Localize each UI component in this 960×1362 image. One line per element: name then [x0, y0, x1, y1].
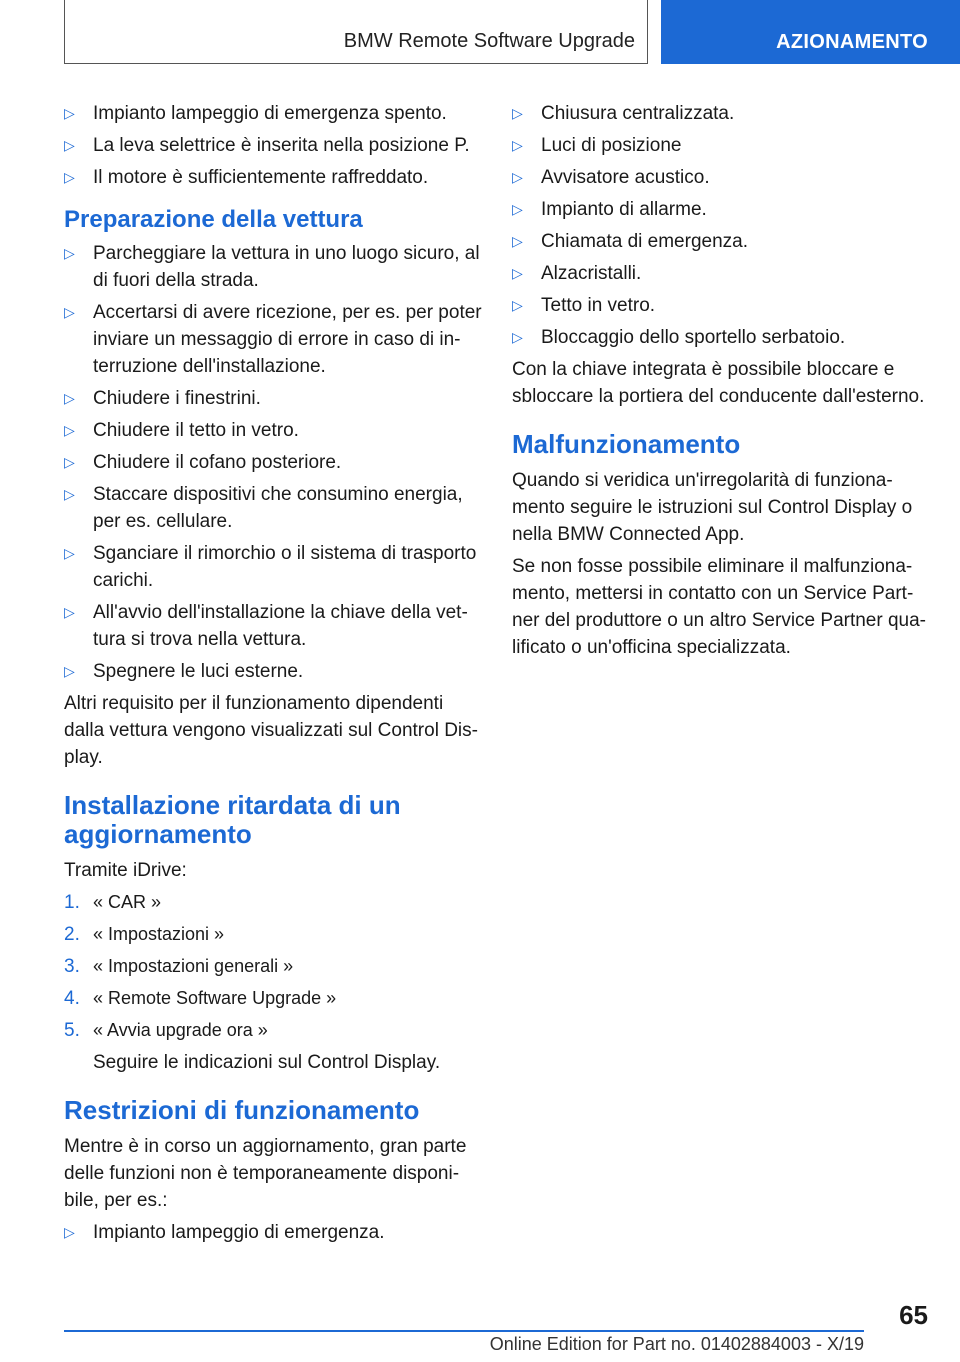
page-number: 65 — [899, 1300, 928, 1330]
list-item: 4. « Remote Software Upgrade » — [64, 985, 482, 1012]
triangle-bullet-icon: ▷ — [64, 422, 75, 438]
restrictions-list — [64, 1219, 482, 1246]
list-item: 5. « Avvia upgrade ora » — [64, 1017, 482, 1044]
triangle-bullet-icon: ▷ — [64, 245, 75, 261]
left-column — [64, 100, 482, 1251]
restrictions-intro: Mentre è in corso un aggiornamento, gran parte delle funzioni non è temporaneamente disponi-bile, per es.: — [64, 1136, 467, 1211]
triangle-bullet-icon: ▷ — [64, 663, 75, 679]
steps-followup: Seguire le indicazioni sul Control Display. — [93, 1052, 441, 1073]
step-number: 1. — [64, 892, 80, 913]
triangle-bullet-icon: ▷ — [64, 604, 75, 620]
header-title: BMW Remote Software Upgrade — [343, 30, 635, 52]
footer-divider — [64, 1330, 864, 1332]
list-item: ▷ Chiudere il cofano posteriore. — [64, 449, 482, 476]
step-number: 2. — [64, 924, 80, 945]
delayed-install-intro: Tramite iDrive: — [64, 860, 187, 881]
list-item: ▷ All'avvio dell'installazione la chiave della vet-tura si trova nella vettura. — [64, 599, 482, 653]
delayed-install-heading: Installazione ritardata di un aggiornamento — [64, 790, 401, 849]
list-item: 2. « Impostazioni » — [64, 921, 482, 948]
list-item: 3. « Impostazioni generali » — [64, 953, 482, 980]
restrictions-heading: Restrizioni di funzionamento — [64, 1095, 420, 1125]
malfunction-heading: Malfunzionamento — [512, 429, 741, 459]
right-column — [512, 100, 930, 666]
footer-edition: Online Edition for Part no. 01402884003 - X/19 — [489, 1334, 864, 1354]
list-item: ▷ Sganciare il rimorchio o il sistema di trasporto carichi. — [64, 540, 482, 594]
steps-list — [64, 889, 482, 1044]
list-item: ▷ Chiudere il tetto in vetro. — [64, 417, 482, 444]
key-note: Con la chiave integrata è possibile bloccare e sbloccare la portiera del conducente dall'esterno. — [512, 359, 925, 407]
list-item: ▷ Alzacristalli. — [512, 260, 930, 287]
preparation-heading: Preparazione della vettura — [64, 206, 363, 233]
list-item: ▷ Parcheggiare la vettura in uno luogo sicuro, al di fuori della strada. — [64, 240, 482, 294]
list-item: 1. « CAR » — [64, 889, 482, 916]
step-number: 5. — [64, 1020, 80, 1041]
triangle-bullet-icon: ▷ — [512, 201, 523, 217]
list-item: ▷ Il motore è sufficientemente raffreddato. — [64, 164, 482, 191]
triangle-bullet-icon: ▷ — [64, 486, 75, 502]
step-number: 3. — [64, 956, 80, 977]
triangle-bullet-icon: ▷ — [64, 390, 75, 406]
triangle-bullet-icon: ▷ — [512, 137, 523, 153]
list-item: ▷ Chiudere i finestrini. — [64, 385, 482, 412]
triangle-bullet-icon: ▷ — [64, 1224, 75, 1240]
section-tab — [661, 0, 960, 64]
restriction-continued-list — [512, 100, 930, 351]
triangle-bullet-icon: ▷ — [64, 545, 75, 561]
triangle-bullet-icon: ▷ — [64, 454, 75, 470]
section-tab-label: AZIONAMENTO — [776, 31, 928, 53]
list-item: ▷ Chiamata di emergenza. — [512, 228, 930, 255]
header-frame — [64, 0, 648, 64]
preparation-list — [64, 240, 482, 685]
list-item: ▷ Tetto in vetro. — [512, 292, 930, 319]
list-item: ▷ Impianto di allarme. — [512, 196, 930, 223]
list-item: ▷ Chiusura centralizzata. — [512, 100, 930, 127]
list-item: ▷ Avvisatore acustico. — [512, 164, 930, 191]
list-item: ▷ Accertarsi di avere ricezione, per es. per poter inviare un messaggio di errore in caso di in-terruzione dell'installazione. — [64, 299, 482, 380]
conditions-list — [64, 100, 482, 191]
step-number: 4. — [64, 988, 80, 1009]
list-item: ▷ Staccare dispositivi che consumino energia, per es. cellulare. — [64, 481, 482, 535]
triangle-bullet-icon: ▷ — [512, 265, 523, 281]
malfunction-paragraph: Quando si veridica un'irregolarità di funziona-mento seguire le istruzioni sul Control Display o nella BMW Connected App. — [512, 470, 913, 545]
triangle-bullet-icon: ▷ — [64, 169, 75, 185]
list-item: ▷ Luci di posizione — [512, 132, 930, 159]
list-item: ▷ Spegnere le luci esterne. — [64, 658, 482, 685]
preparation-note: Altri requisito per il funzionamento dipendenti dalla vettura vengono visualizzati sul Control Dis-play. — [64, 693, 478, 768]
malfunction-paragraph: Se non fosse possibile eliminare il malfunziona-mento, mettersi in contatto con un Service Part-ner del produttore o un altro Service Partner qua-lificato o un'officina specializzata. — [512, 556, 927, 658]
list-item: ▷ Impianto lampeggio di emergenza. — [64, 1219, 482, 1246]
triangle-bullet-icon: ▷ — [512, 297, 523, 313]
list-item: ▷ Bloccaggio dello sportello serbatoio. — [512, 324, 930, 351]
triangle-bullet-icon: ▷ — [64, 304, 75, 320]
triangle-bullet-icon: ▷ — [512, 169, 523, 185]
triangle-bullet-icon: ▷ — [512, 233, 523, 249]
triangle-bullet-icon: ▷ — [64, 105, 75, 121]
triangle-bullet-icon: ▷ — [512, 329, 523, 345]
triangle-bullet-icon: ▷ — [512, 105, 523, 121]
list-item: ▷ Impianto lampeggio di emergenza spento. — [64, 100, 482, 127]
list-item: ▷ La leva selettrice è inserita nella posizione P. — [64, 132, 482, 159]
triangle-bullet-icon: ▷ — [64, 137, 75, 153]
